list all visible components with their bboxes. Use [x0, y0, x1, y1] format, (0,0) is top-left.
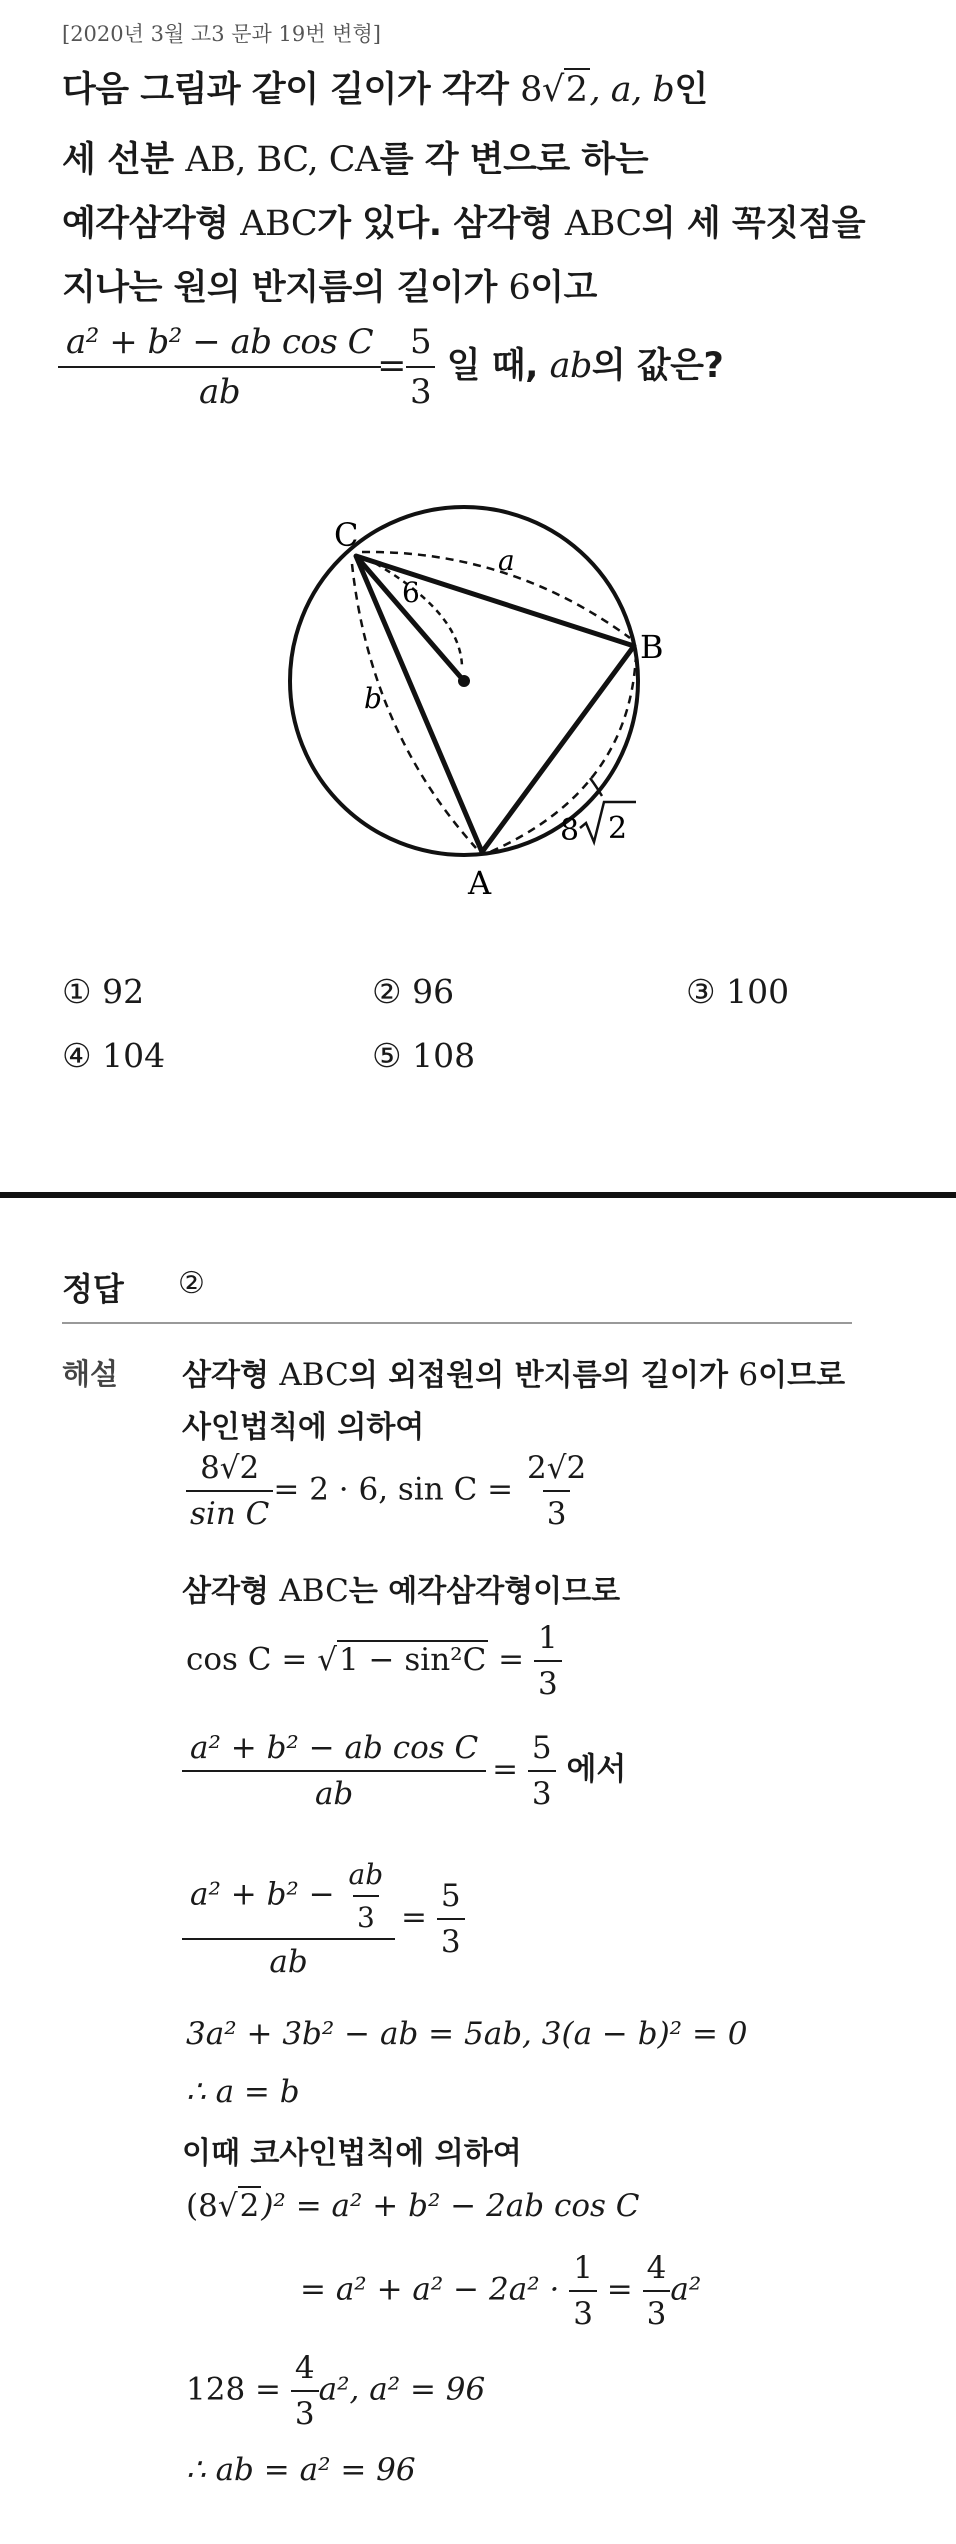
q-text: 지나는 원의 반지름의 길이가: [62, 268, 509, 308]
ratio-numerator: 5: [409, 322, 432, 362]
exp-fraction: [291, 2350, 319, 2432]
exp-line-5: [186, 1620, 562, 1702]
exp-line-6: [186, 1730, 626, 1812]
exp-text: 는 예각삼각형이므로: [348, 1574, 621, 1609]
exp-math: 128 =: [186, 2371, 291, 2408]
exp-line-4: [182, 1566, 620, 1610]
q-triangle: ABC: [564, 204, 642, 244]
side-ab-length: 8: [560, 813, 580, 848]
choice-1[interactable]: [62, 972, 144, 1011]
fraction-numerator: a² + b² −: [190, 1876, 345, 1913]
q-triangle: ABC: [240, 204, 318, 244]
exp-fraction: [186, 1730, 482, 1812]
q-suffix: 인: [674, 70, 708, 110]
exp-line-2: 사인법칙에 의하여: [182, 1410, 425, 1445]
q-vars: , a, b: [589, 70, 675, 110]
choice-marker: ③: [686, 972, 716, 1011]
exp-math: =: [488, 1641, 534, 1678]
exp-fraction: [534, 1620, 562, 1702]
sqrt-sign: √: [541, 70, 564, 110]
q-text: 의 값은?: [591, 346, 724, 386]
exp-line-7: [186, 1858, 465, 1980]
fraction-denominator: 3: [291, 2390, 319, 2432]
exp-math: =: [391, 1899, 437, 1936]
exp-line-8: 3a² + 3b² − ab = 5ab, 3(a − b)² = 0: [186, 2016, 748, 2052]
exp-text: 이므로: [758, 1358, 846, 1393]
choice-marker: ①: [62, 972, 92, 1011]
exp-math: = a² + a² − 2a² ·: [300, 2271, 570, 2308]
sqrt-sign: √: [317, 1641, 337, 1678]
question-line-3: [62, 196, 865, 246]
exp-text: 삼각형: [182, 1358, 280, 1393]
q-text: 이고: [530, 268, 597, 308]
side-ab-radicand: 2: [608, 811, 628, 846]
exp-math: cos C =: [186, 1641, 318, 1678]
exp-line-10: 이때 코사인법칙에 의하여: [182, 2136, 522, 2171]
exp-line-3: [186, 1450, 590, 1532]
exp-line-13: [186, 2350, 485, 2432]
fraction-denominator: 3: [543, 1490, 571, 1532]
exp-text: 삼각형: [182, 1574, 280, 1609]
exp-fraction: [643, 2250, 671, 2332]
q-text: 예각삼각형: [62, 204, 241, 244]
choice-2[interactable]: [372, 972, 454, 1011]
choice-value: 108: [412, 1036, 476, 1075]
fraction-numerator: a² + b² − ab cos C: [190, 1730, 479, 1766]
exp-line-9: ∴ a = b: [186, 2074, 300, 2110]
exp-fraction: [437, 1878, 465, 1960]
fraction-numerator: 8√2: [200, 1450, 260, 1486]
vertex-label-b: B: [640, 628, 664, 666]
choice-4[interactable]: [62, 1036, 165, 1075]
fraction-denominator: ab: [182, 1770, 486, 1812]
fraction-denominator: 3: [534, 1660, 562, 1702]
vertex-label-c: C: [334, 516, 359, 554]
question-condition: [62, 322, 723, 412]
exp-line-14: ∴ ab = a² = 96: [186, 2452, 416, 2488]
exp-math: a², a² = 96: [318, 2371, 486, 2408]
fraction-denominator: 3: [437, 1918, 465, 1960]
exp-fraction: [186, 1450, 273, 1532]
fraction-numerator: 2√2: [526, 1450, 587, 1486]
exp-math: ABC: [279, 1573, 349, 1609]
exp-math: = 2 · 6, sin C =: [273, 1471, 523, 1508]
fraction-numerator: 4: [646, 2250, 667, 2286]
fraction-numerator: a² + b² − ab cos C: [66, 322, 374, 362]
fraction-numerator: 5: [531, 1730, 552, 1766]
fraction-denominator: 3: [643, 2290, 671, 2332]
q-text: 를 각 변으로 하는: [379, 140, 649, 180]
condition-fraction: [62, 322, 377, 412]
equals-sign: =: [377, 346, 406, 386]
inner-numerator: ab: [348, 1858, 384, 1891]
answer-label: 정답: [62, 1270, 124, 1308]
choice-marker: ⑤: [372, 1036, 402, 1075]
q-radius: 6: [508, 268, 531, 308]
exp-fraction: [523, 1450, 590, 1532]
vertex-label-a: A: [468, 864, 492, 902]
exp-math: (8: [186, 2188, 218, 2224]
exp-fraction: [569, 2250, 597, 2332]
explanation-label: 해설: [62, 1357, 119, 1391]
exp-math: a²: [670, 2271, 702, 2308]
fraction-denominator: ab: [58, 366, 381, 412]
sqrt-radicand: 1 − sin²C: [338, 1641, 487, 1678]
choice-3[interactable]: [686, 972, 789, 1011]
q-text: 가 있다. 삼각형: [317, 204, 565, 244]
question-line-1: [62, 62, 708, 112]
exp-fraction: [528, 1730, 556, 1812]
side-label-b: b: [364, 682, 382, 715]
condition-ratio: [406, 322, 435, 412]
answer-underline: [62, 1322, 852, 1324]
exp-text: 의 외접원의 반지름의 길이가: [348, 1358, 739, 1393]
q-text: 의 세 꼭짓점을: [641, 204, 866, 244]
question-line-2: [62, 132, 648, 182]
question-line-4: [62, 260, 597, 310]
exp-line-11: [186, 2188, 640, 2224]
sqrt-radicand: 2: [239, 2188, 260, 2224]
radius-label: 6: [402, 576, 420, 609]
choice-marker: ②: [372, 972, 402, 1011]
choice-value: 104: [102, 1036, 166, 1075]
exp-math: =: [596, 2271, 643, 2308]
q-segments: AB, BC, CA: [185, 140, 380, 180]
exp-math: 6: [738, 1357, 759, 1393]
exp-line-1: [182, 1350, 845, 1394]
q-text: 세 선분: [62, 140, 186, 180]
sqrt-sign: √: [217, 2188, 238, 2224]
exp-math: =: [482, 1751, 528, 1788]
source-tag: [2020년 3월 고3 문과 19번 변형]: [62, 22, 381, 46]
ratio-denominator: 3: [406, 366, 435, 412]
fraction-denominator: 3: [528, 1770, 556, 1812]
exp-math: )² = a² + b² − 2ab cos C: [261, 2188, 640, 2224]
q-text: 다음 그림과 같이 길이가 각각: [62, 70, 521, 110]
choice-value: 96: [412, 972, 455, 1011]
choice-5[interactable]: [372, 1036, 475, 1075]
choice-value: 92: [102, 972, 145, 1011]
exp-line-12: [300, 2250, 701, 2332]
exp-nested-fraction: [186, 1858, 391, 1980]
choice-value: 100: [726, 972, 790, 1011]
fraction-numerator: 1: [538, 1620, 558, 1656]
triangle-abc: [356, 556, 634, 852]
side-label-a: a: [498, 544, 515, 577]
q-len: 8: [520, 70, 542, 110]
q-text: 일 때,: [435, 346, 550, 386]
fraction-numerator: 5: [440, 1878, 461, 1914]
fraction-numerator: 4: [294, 2350, 315, 2386]
section-divider: [0, 1192, 956, 1198]
fraction-denominator: 3: [569, 2290, 597, 2332]
exp-text: 에서: [555, 1751, 627, 1788]
exp-math: ABC: [279, 1357, 349, 1393]
q-var: ab: [549, 346, 592, 386]
answer-value: ②: [178, 1266, 205, 1301]
triangle-circle-figure: [270, 490, 670, 910]
fraction-denominator: sin C: [186, 1490, 273, 1532]
q-rad: 2: [565, 70, 588, 110]
fraction-denominator: ab: [182, 1938, 395, 1980]
inner-denominator: 3: [353, 1895, 379, 1934]
inner-fraction: [345, 1858, 388, 1934]
fraction-numerator: 1: [573, 2250, 593, 2286]
center-point: [458, 675, 470, 687]
choice-marker: ④: [62, 1036, 92, 1075]
